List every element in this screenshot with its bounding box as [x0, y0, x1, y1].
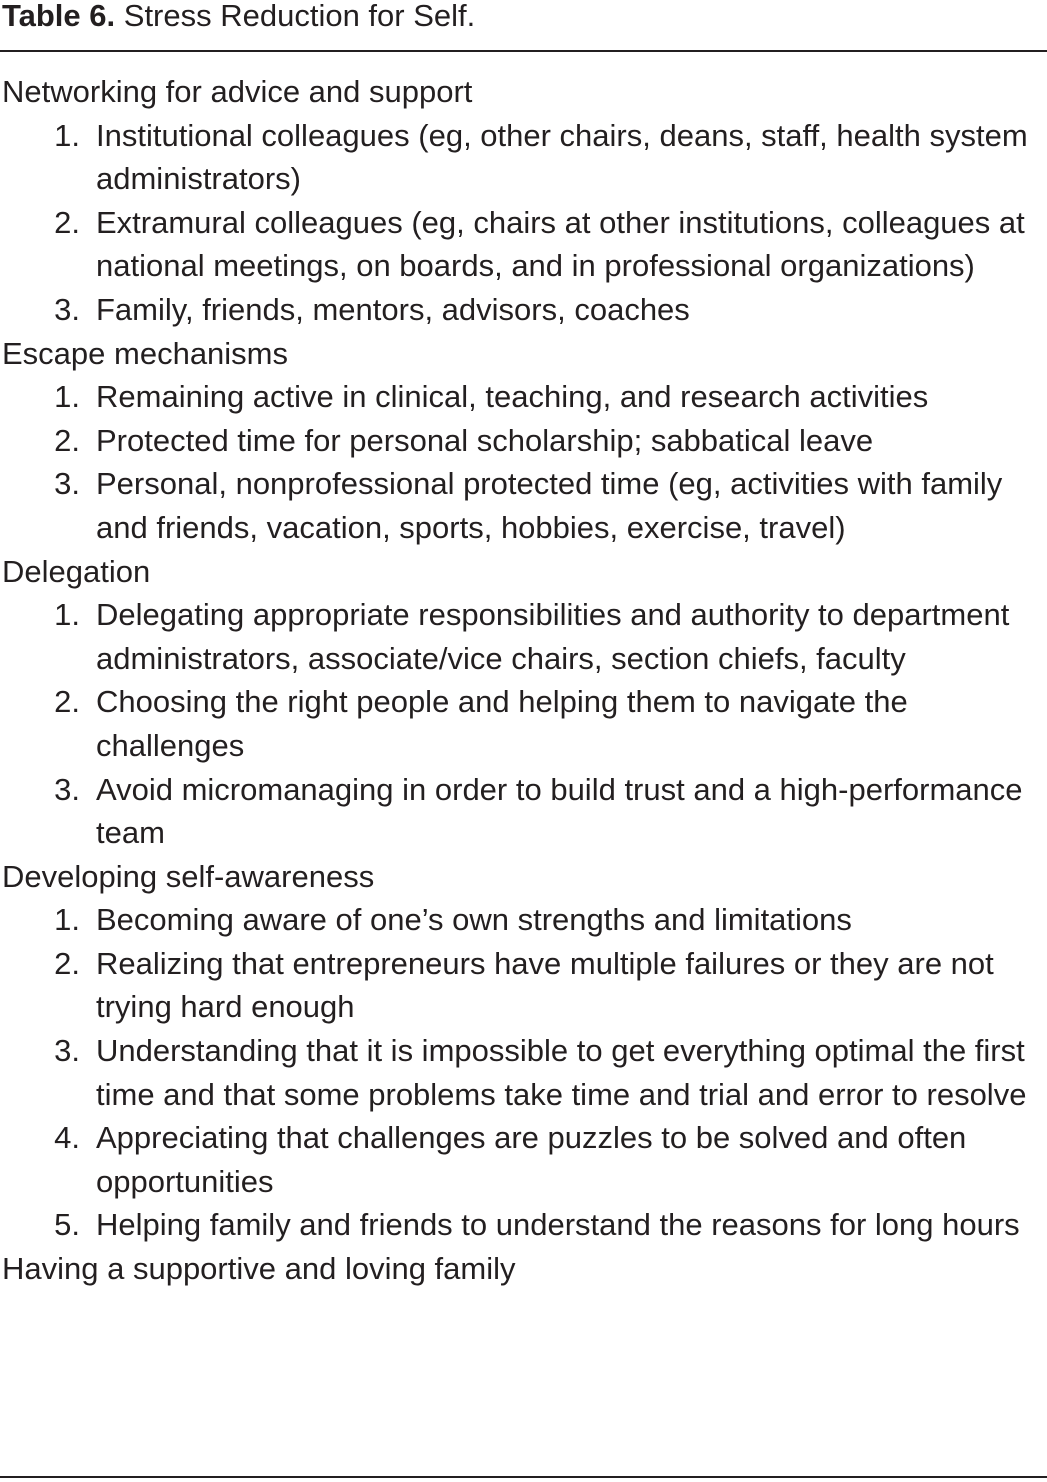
list-item [0, 114, 1047, 201]
section-item-list [0, 375, 1047, 549]
list-item-number: 2. [54, 945, 80, 981]
section-heading: Networking for advice and support [2, 74, 473, 109]
list-item-number: 2. [54, 684, 80, 720]
section-heading: Escape mechanisms [2, 335, 289, 371]
list-item [0, 419, 1047, 463]
table-label: Table 6. [2, 0, 116, 33]
list-item-text: Avoid micromanaging in order to build trust and a high-performance team [96, 771, 1023, 851]
section-heading: Having a supportive and loving family [2, 1251, 516, 1287]
list-item-number: 3. [54, 291, 80, 327]
list-item-number: 1. [54, 902, 80, 938]
list-item-text: Realizing that entrepreneurs have multiple failures or they are not trying hard enough [96, 945, 994, 1025]
list-item-text: Protected time for personal scholarship; sabbatical leave [96, 422, 874, 458]
list-item-number: 3. [54, 1033, 80, 1069]
list-item [0, 942, 1047, 1029]
list-item [0, 593, 1047, 680]
table-body [0, 70, 1047, 1291]
list-item [0, 375, 1047, 419]
list-item-number: 2. [54, 204, 80, 240]
table-title: Stress Reduction for Self. [123, 0, 476, 33]
section-heading: Delegation [2, 553, 151, 589]
top-rule [0, 50, 1047, 52]
list-item-text: Understanding that it is impossible to get everything optimal the first time and that some problems take time and trial and error to resolve [96, 1033, 1027, 1112]
list-item-number: 4. [54, 1120, 80, 1156]
list-item [0, 462, 1047, 549]
section-item-list [0, 114, 1047, 332]
list-item [0, 680, 1047, 767]
table-caption [2, 0, 475, 38]
list-item-text: Delegating appropriate responsibilities and authority to department administrators, associate/vice chairs, section chiefs, faculty [96, 597, 1010, 676]
list-item [0, 288, 1047, 332]
list-item-text: Institutional colleagues (eg, other chairs, deans, staff, health system administrators) [96, 117, 1028, 197]
list-item [0, 768, 1047, 855]
bottom-rule [0, 1476, 1047, 1478]
list-item-text: Personal, nonprofessional protected time (eg, activities with family and friends, vacation, sports, hobbies, exercise, travel) [96, 466, 1003, 545]
list-item-number: 1. [54, 379, 80, 415]
section-item-list [0, 898, 1047, 1247]
list-item-text: Remaining active in clinical, teaching, and research activities [96, 379, 929, 415]
list-item [0, 1116, 1047, 1203]
list-item [0, 1029, 1047, 1116]
list-item-number: 3. [54, 771, 80, 807]
list-item-number: 3. [54, 466, 80, 502]
list-item-text: Family, friends, mentors, advisors, coaches [96, 291, 690, 327]
list-item-text: Choosing the right people and helping them to navigate the challenges [96, 684, 908, 763]
list-item-text: Extramural colleagues (eg, chairs at other institutions, colleagues at national meetings, on boards, and in professional organizations) [96, 204, 1025, 284]
list-item [0, 1203, 1047, 1247]
list-item [0, 898, 1047, 942]
list-item-number: 1. [54, 597, 80, 633]
list-item-text: Becoming aware of one’s own strengths and limitations [96, 902, 852, 938]
section-heading: Developing self-awareness [2, 858, 375, 894]
list-item-number: 5. [54, 1207, 80, 1243]
list-item-text: Appreciating that challenges are puzzles to be solved and often opportunities [96, 1120, 967, 1199]
list-item [0, 201, 1047, 288]
list-item-number: 2. [54, 422, 80, 458]
list-item-number: 1. [54, 117, 80, 153]
list-item-text: Helping family and friends to understand the reasons for long hours [96, 1207, 1020, 1243]
section-item-list [0, 593, 1047, 855]
